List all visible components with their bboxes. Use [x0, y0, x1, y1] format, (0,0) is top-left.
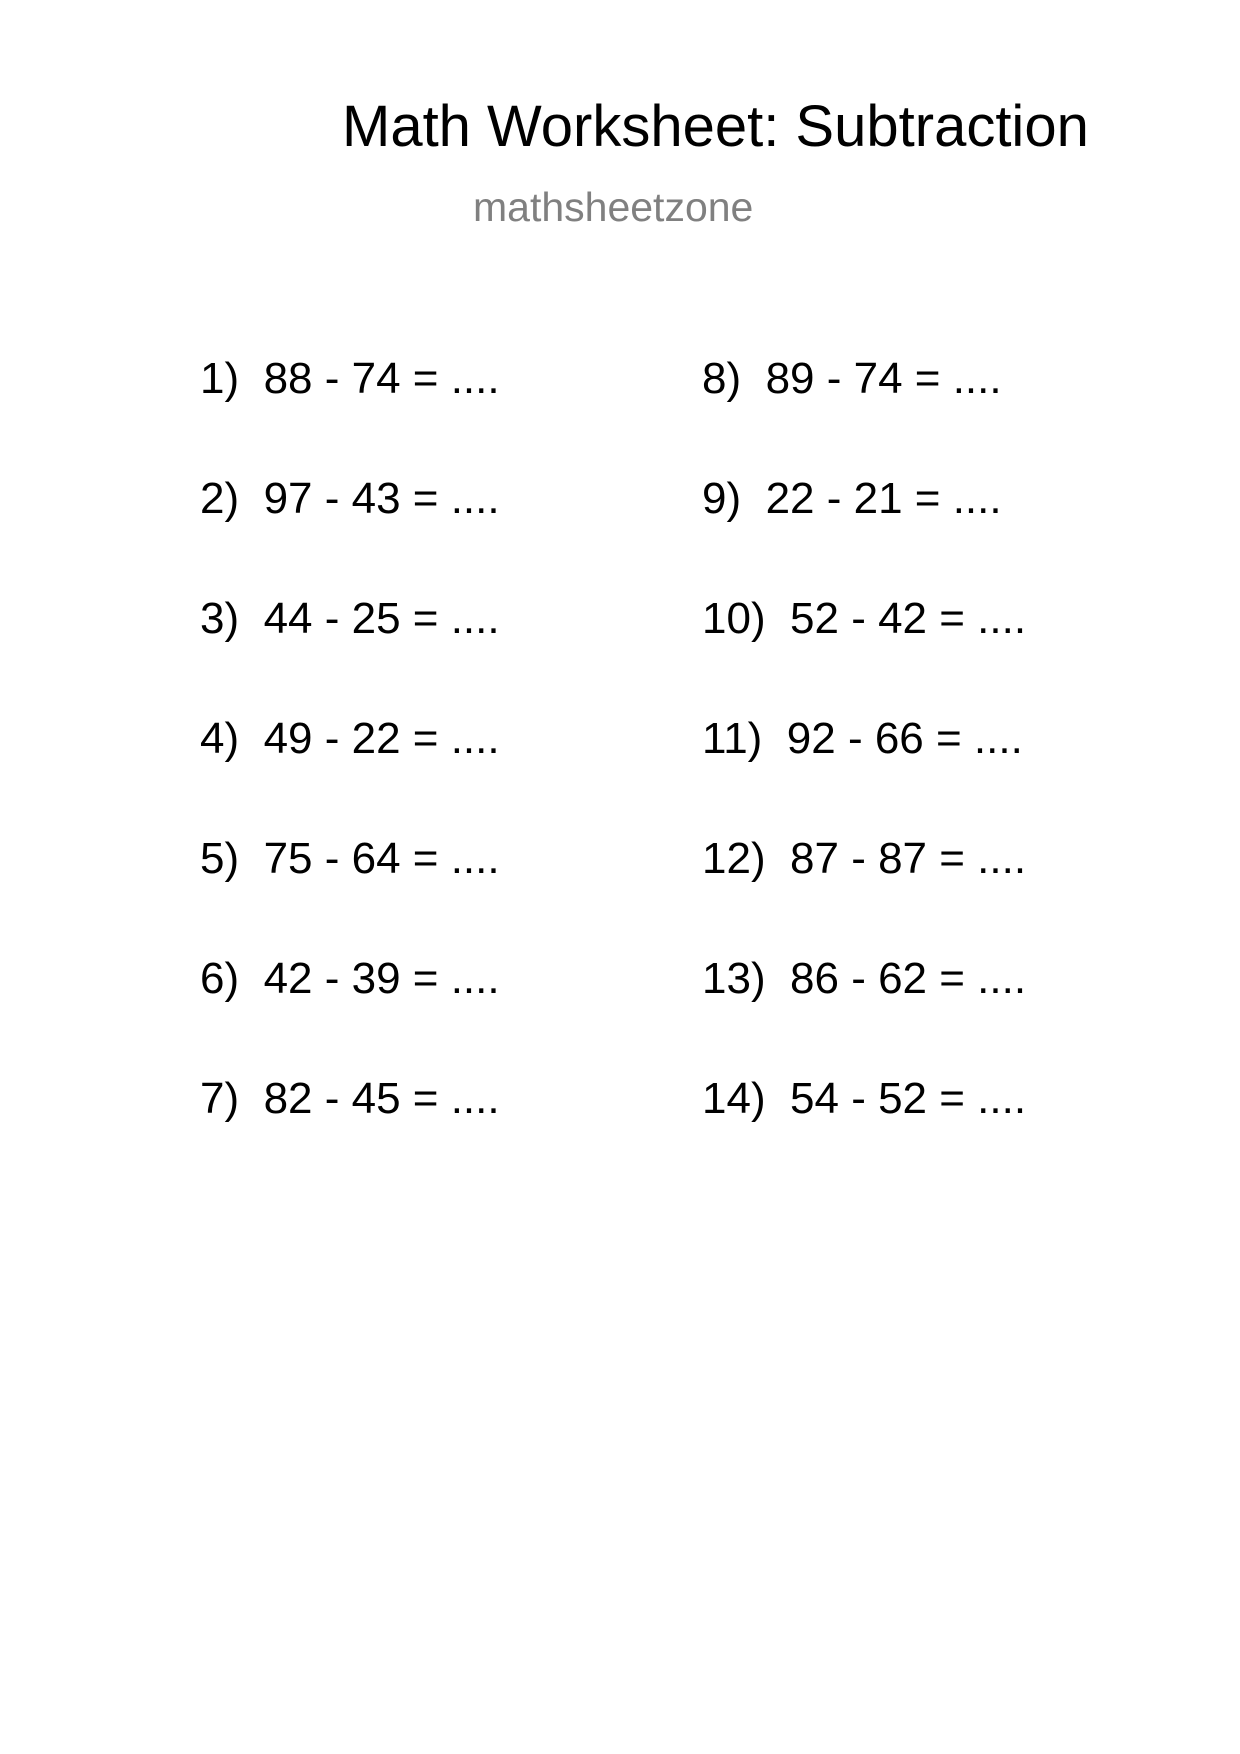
worksheet-title: Math Worksheet: Subtraction: [342, 94, 1089, 159]
problem-4: 4) 49 - 22 = ....: [200, 714, 500, 763]
problem-5: 5) 75 - 64 = ....: [200, 834, 500, 883]
problem-12: 12) 87 - 87 = ....: [702, 834, 1027, 883]
problem-9: 9) 22 - 21 = ....: [702, 474, 1002, 523]
problem-6: 6) 42 - 39 = ....: [200, 954, 500, 1003]
problem-8: 8) 89 - 74 = ....: [702, 354, 1002, 403]
problem-10: 10) 52 - 42 = ....: [702, 594, 1027, 643]
problem-1: 1) 88 - 74 = ....: [200, 354, 500, 403]
problem-13: 13) 86 - 62 = ....: [702, 954, 1027, 1003]
problem-11: 11) 92 - 66 = ....: [702, 714, 1023, 763]
worksheet-source-label: mathsheetzone: [473, 184, 754, 230]
problem-7: 7) 82 - 45 = ....: [200, 1074, 500, 1123]
problem-2: 2) 97 - 43 = ....: [200, 474, 500, 523]
problem-3: 3) 44 - 25 = ....: [200, 594, 500, 643]
problem-14: 14) 54 - 52 = ....: [702, 1074, 1027, 1123]
